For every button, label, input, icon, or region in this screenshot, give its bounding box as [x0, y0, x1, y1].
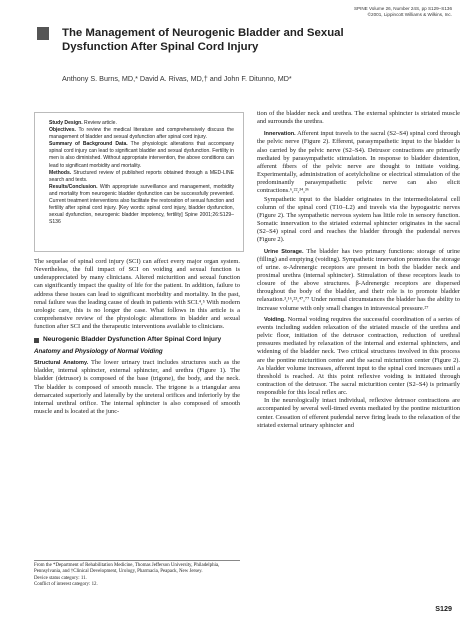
abstract-text: Structured review of published reports obtained through a MED-LINE search and texts.: [49, 169, 234, 183]
journal-copyright: ©2001, Lippincott Williams & Wilkins, Inc.: [367, 12, 452, 17]
section-heading: [34, 336, 240, 345]
left-column: [34, 258, 240, 416]
run-in-heading: Voiding.: [264, 316, 286, 323]
paragraph-text: The bladder has two primary functions: storage of urine (filling) and emptying (voiding). Sympathetic innervation promotes the storage of urine. α-Adrenergic receptors are present in both the bladder neck and proximal urethra (internal sphincter). Stimulation of these receptors leads to closure of the above structures. β-Adrenergic receptors are dispersed throughout the body of the bladder, and their role is to promote bladder relaxation.³,¹⁶,²³,⁴⁷,⁷⁷ Under normal circumstances the bladder has the ability to increase volume with only small changes in intravesical pressure.²⁷: [257, 247, 460, 312]
abstract-text: Review article.: [82, 120, 117, 126]
abstract-text: With appropriate surveillance and management, morbidity and mortality from neurogenic bladder dysfunction can be successfully prevented. Current treatment interventions also facilitate the restoration of sexual function and fertility after spinal cord injury. [Key words: spinal cord injury, bladder dysfunction, sexual dysfunction, neurogenic bladder impotency, fertility] Spine 2001;26:S129–S136: [49, 183, 234, 226]
abstract-objectives: [49, 127, 234, 141]
abstract-methods: [49, 170, 234, 184]
abstract-text: The physiologic alterations that accompany spinal cord injury can lead to significant bladder and sexual dysfunction. Fertility in men is also diminished. Without appropriate intervention, the above conditions can lead to significant morbidity and mortality.: [49, 141, 234, 169]
journal-citation: SPINE Volume 26, Number 24S, pp S129–S136: [353, 6, 452, 11]
subsection-heading: Anatomy and Physiology of Normal Voiding: [34, 347, 163, 355]
footnote-conflict: Conflict of interest category: 12.: [34, 581, 98, 587]
article-title: [62, 26, 422, 54]
abstract-label: Study Design.: [49, 120, 83, 126]
footnote-rule: [34, 560, 240, 561]
paragraph-text: Normal voiding requires the successful coordination of a series of events including sudden relaxation of the striated muscle of the urethra and pelvic floor, initiation of the detrusor contraction, reduction of urethral pressures mediated by relaxation of the internal and external sphincters, and widening of the bladder neck. Two critical structures involved in this process are the pontine micturition center and the sacral micturition center (Figure 2). As bladder volume increases, afferent input to the spinal cord increases until a threshold is reached. At this point reflexive voiding is initiated through contraction of the detrusor. The sacral micturition center (S2–S4) is primarily responsible for this local reflex arc.: [257, 315, 460, 397]
urine-storage-paragraph: [257, 248, 460, 313]
section-heading-text: Neurogenic Bladder Dysfunction After Spinal Cord Injury: [43, 336, 222, 344]
abstract-text: To review the medical literature and comprehensively discuss the management of bladder and sexual dysfunction after spinal cord injury.: [49, 127, 234, 141]
paragraph-text: Afferent input travels to the sacral (S2–S4) spinal cord through the pelvic nerve (Figure 2). Efferent, parasympathetic input to the bladder is also carried by the pelvic nerve (S2–S4). Detrusor contractions are primarily mediated by parasympathetic stimulation. In response to bladder distention, afferent fibers of the pelvic nerve are thought to initiate voiding. Experimentally, administration of acetylcholine or electrical stimulation of the predominantly parasympathetic pelvic nerve can also elicit contractions.⁶,²²,³⁴,³⁶: [257, 130, 460, 195]
voiding-paragraph: [257, 316, 460, 398]
run-in-heading: Structural Anatomy.: [34, 360, 89, 367]
section-marker: [37, 27, 49, 40]
right-column: [257, 110, 460, 430]
author-list: Anthony S. Burns, MD,* David A. Rivas, MD,† and John F. Ditunno, MD*: [62, 74, 292, 83]
footnote-device: Device status category: 11.: [34, 575, 87, 581]
abstract-label: Results/Conclusion.: [49, 183, 98, 190]
heading-bullet-icon: [34, 338, 39, 343]
abstract-results: [49, 184, 234, 227]
footnotes: [34, 563, 240, 588]
title-line-2: Dysfunction After Spinal Cord Injury: [62, 41, 259, 53]
innervation-paragraph: [257, 130, 460, 195]
abstract-background: [49, 141, 234, 169]
title-line-1: The Management of Neurogenic Bladder and Sexual: [62, 27, 344, 39]
intro-paragraph: The sequelae of spinal cord injury (SCI) can affect every major organ system. Nevertheless, the full impact of SCI on voiding and sexual function is underappreciated by many clinicians. Altered micturition and sexual function can significantly impact the quality of life for the patient. In addition, failure to address these issues can lead to significant morbidity and mortality. In the past, renal failure was the leading cause of death in patients with SCI.⁴,⁵ With modern urologic care, this is no longer the case. What follows in this article is a comprehensive review of the physiologic alterations in bladder and sexual function after SCI and the therapeutic interventions available to clinicians.: [34, 258, 240, 331]
sympathetic-paragraph: Sympathetic input to the bladder originates in the intermediolateral cell column of the spinal cord (T10–L2) and travels via the hypogastric nerves (Figure 2). The sympathetic nervous system has little role in sensory function. Somatic innervation to the striated external sphincter originates in the sacral (S2–S4) spinal cord and reaches the bladder through the pudendal nerves (Figure 2).: [257, 195, 460, 244]
paragraph-text: The lower urinary tract includes structures such as the bladder, internal sphincter, external sphincter, and urethra (Figure 1). The bladder (detrusor) is composed of the base (trigone), the body, and the neck. The bladder is composed of smooth muscle. The trigone is a triangular area demarcated superiorly and laterally by the ureteral orifices and inferiorly by the internal urethral orifice. The internal sphincter is also composed of smooth muscle and is located at the junc-: [34, 359, 240, 415]
abstract-label: Objectives.: [49, 127, 76, 134]
anatomy-paragraph: [34, 359, 240, 416]
abstract-label: Summary of Background Data.: [49, 141, 128, 148]
neuro-paragraph: In the neurologically intact individual, reflexive detrusor contractions are accompanied by several well-timed events mediated by the pontine micturition center. Cessation of efferent pudendal nerve firing leads to the relaxation of the striated external urinary sphincter and: [257, 397, 460, 429]
run-in-heading: Urine Storage.: [264, 248, 304, 255]
footnote-affiliation: From the *Department of Rehabilitation Medicine, Thomas Jefferson University, Philadelphia, Pennsylvania, and †Clinical Development, Urology, Pharmacia, Peapack, New Jersey.: [34, 563, 220, 575]
page-number: S129: [435, 604, 452, 613]
journal-header: [222, 6, 452, 18]
abstract-label: Methods.: [49, 169, 72, 176]
abstract-box: [34, 112, 244, 252]
run-in-heading: Innervation.: [264, 131, 296, 138]
continuation-paragraph: tion of the bladder neck and urethra. The external sphincter is striated muscle and surrounds the urethra.: [257, 110, 460, 126]
abstract-study-design: [49, 120, 234, 127]
